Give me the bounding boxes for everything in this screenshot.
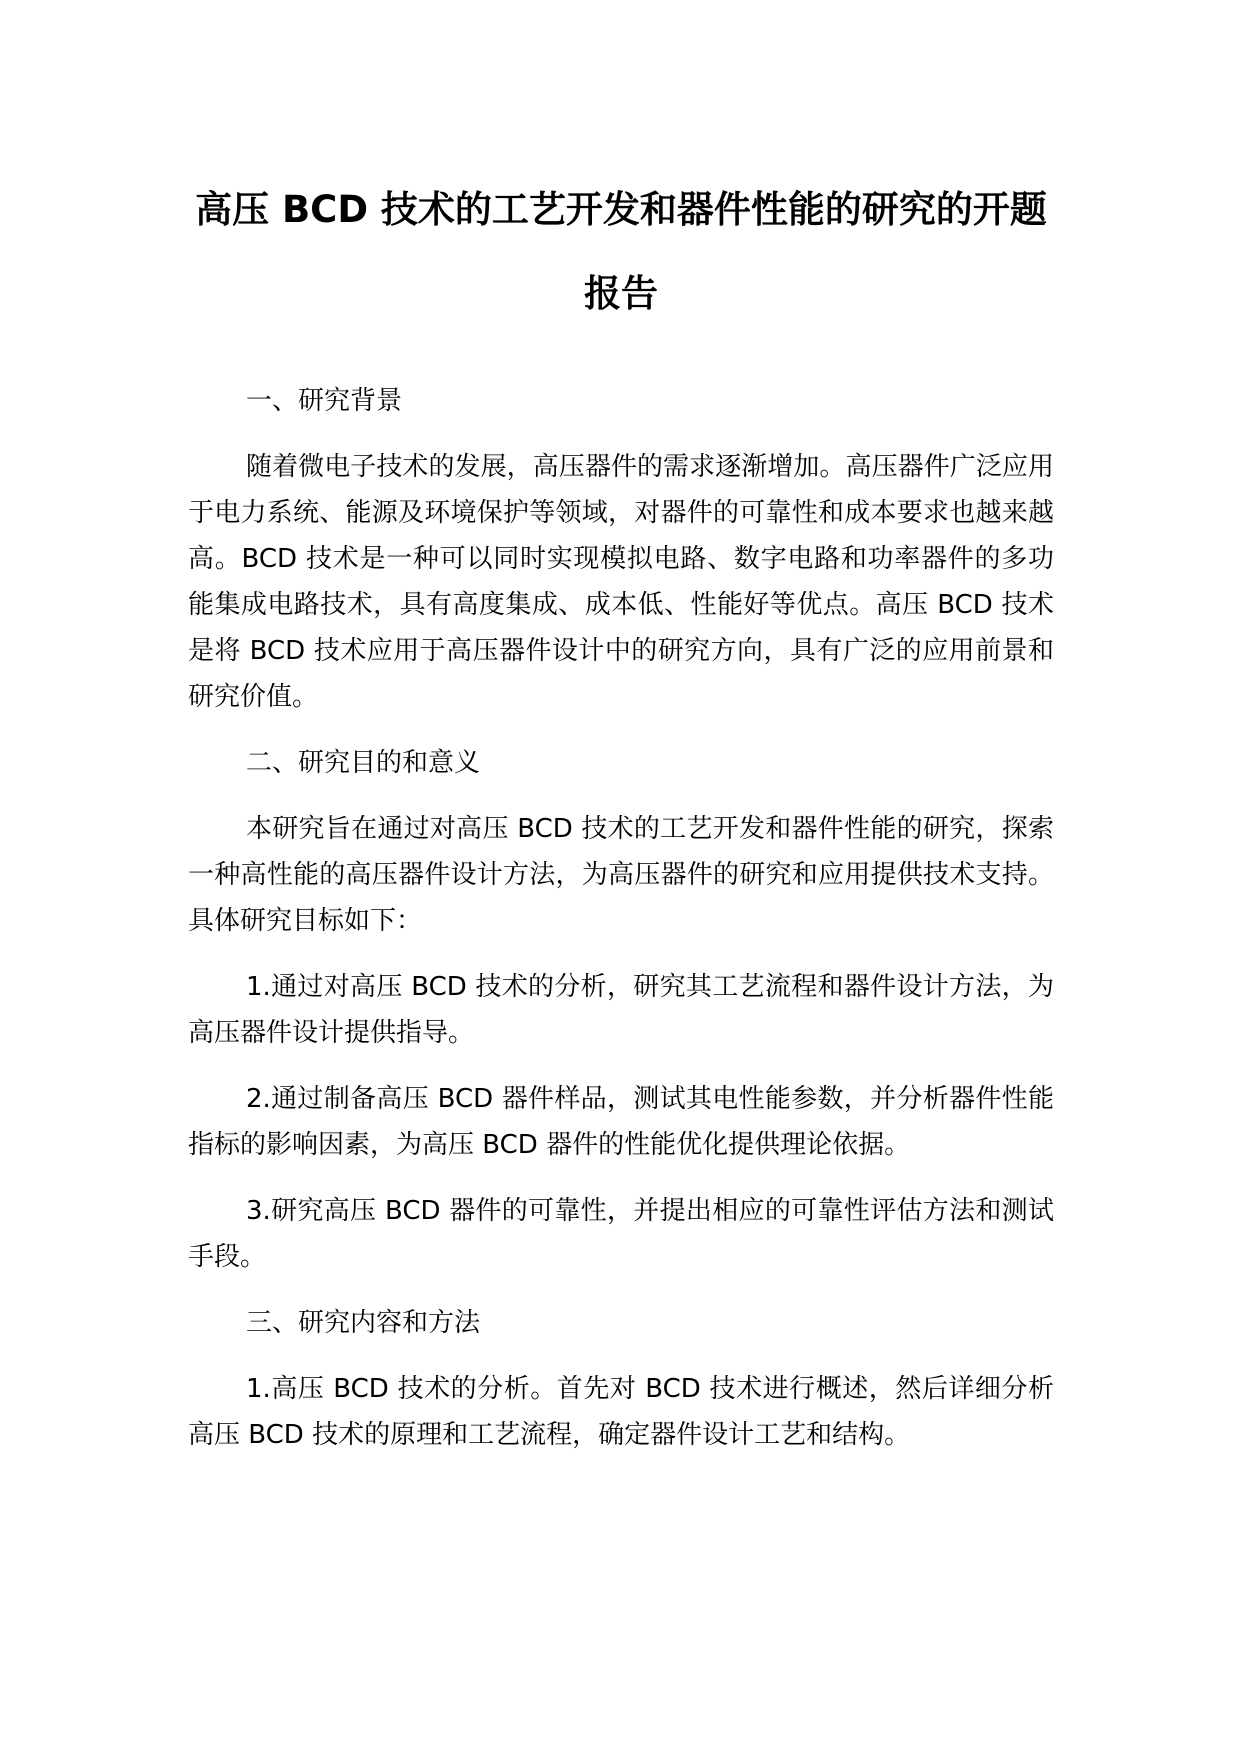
list-item-goal-2: 2.通过制备高压 BCD 器件样品，测试其电性能参数，并分析器件性能指标的影响因素，为高压 BCD 器件的性能优化提供理论依据。 (188, 1084, 1054, 1160)
document-title: 高压 BCD 技术的工艺开发和器件性能的研究的开题报告 (195, 188, 1047, 315)
document-body (188, 378, 1054, 1478)
section-heading-purpose: 二、研究目的和意义 (246, 748, 481, 778)
list-item-goal-3: 3.研究高压 BCD 器件的可靠性，并提出相应的可靠性评估方法和测试手段。 (188, 1196, 1054, 1272)
section-heading-background: 一、研究背景 (246, 386, 403, 416)
list-item-method-1: 1.高压 BCD 技术的分析。首先对 BCD 技术进行概述，然后详细分析高压 BCD 技术的原理和工艺流程，确定器件设计工艺和结构。 (188, 1374, 1054, 1450)
paragraph-purpose: 本研究旨在通过对高压 BCD 技术的工艺开发和器件性能的研究，探索一种高性能的高压器件设计方法，为高压器件的研究和应用提供技术支持。具体研究目标如下： (188, 814, 1054, 936)
list-item-goal-1: 1.通过对高压 BCD 技术的分析，研究其工艺流程和器件设计方法，为高压器件设计提供指导。 (188, 972, 1054, 1048)
paragraph-background: 随着微电子技术的发展，高压器件的需求逐渐增加。高压器件广泛应用于电力系统、能源及环境保护等领域，对器件的可靠性和成本要求也越来越高。BCD 技术是一种可以同时实现模拟电路、数字电路和功率器件的多功能集成电路技术，具有高度集成、成本低、性能好等优点。高压 BCD 技术是将 BCD 技术应用于高压器件设计中的研究方向，具有广泛的应用前景和研究价值。 (188, 452, 1054, 712)
section-heading-content-methods: 三、研究内容和方法 (246, 1308, 481, 1338)
